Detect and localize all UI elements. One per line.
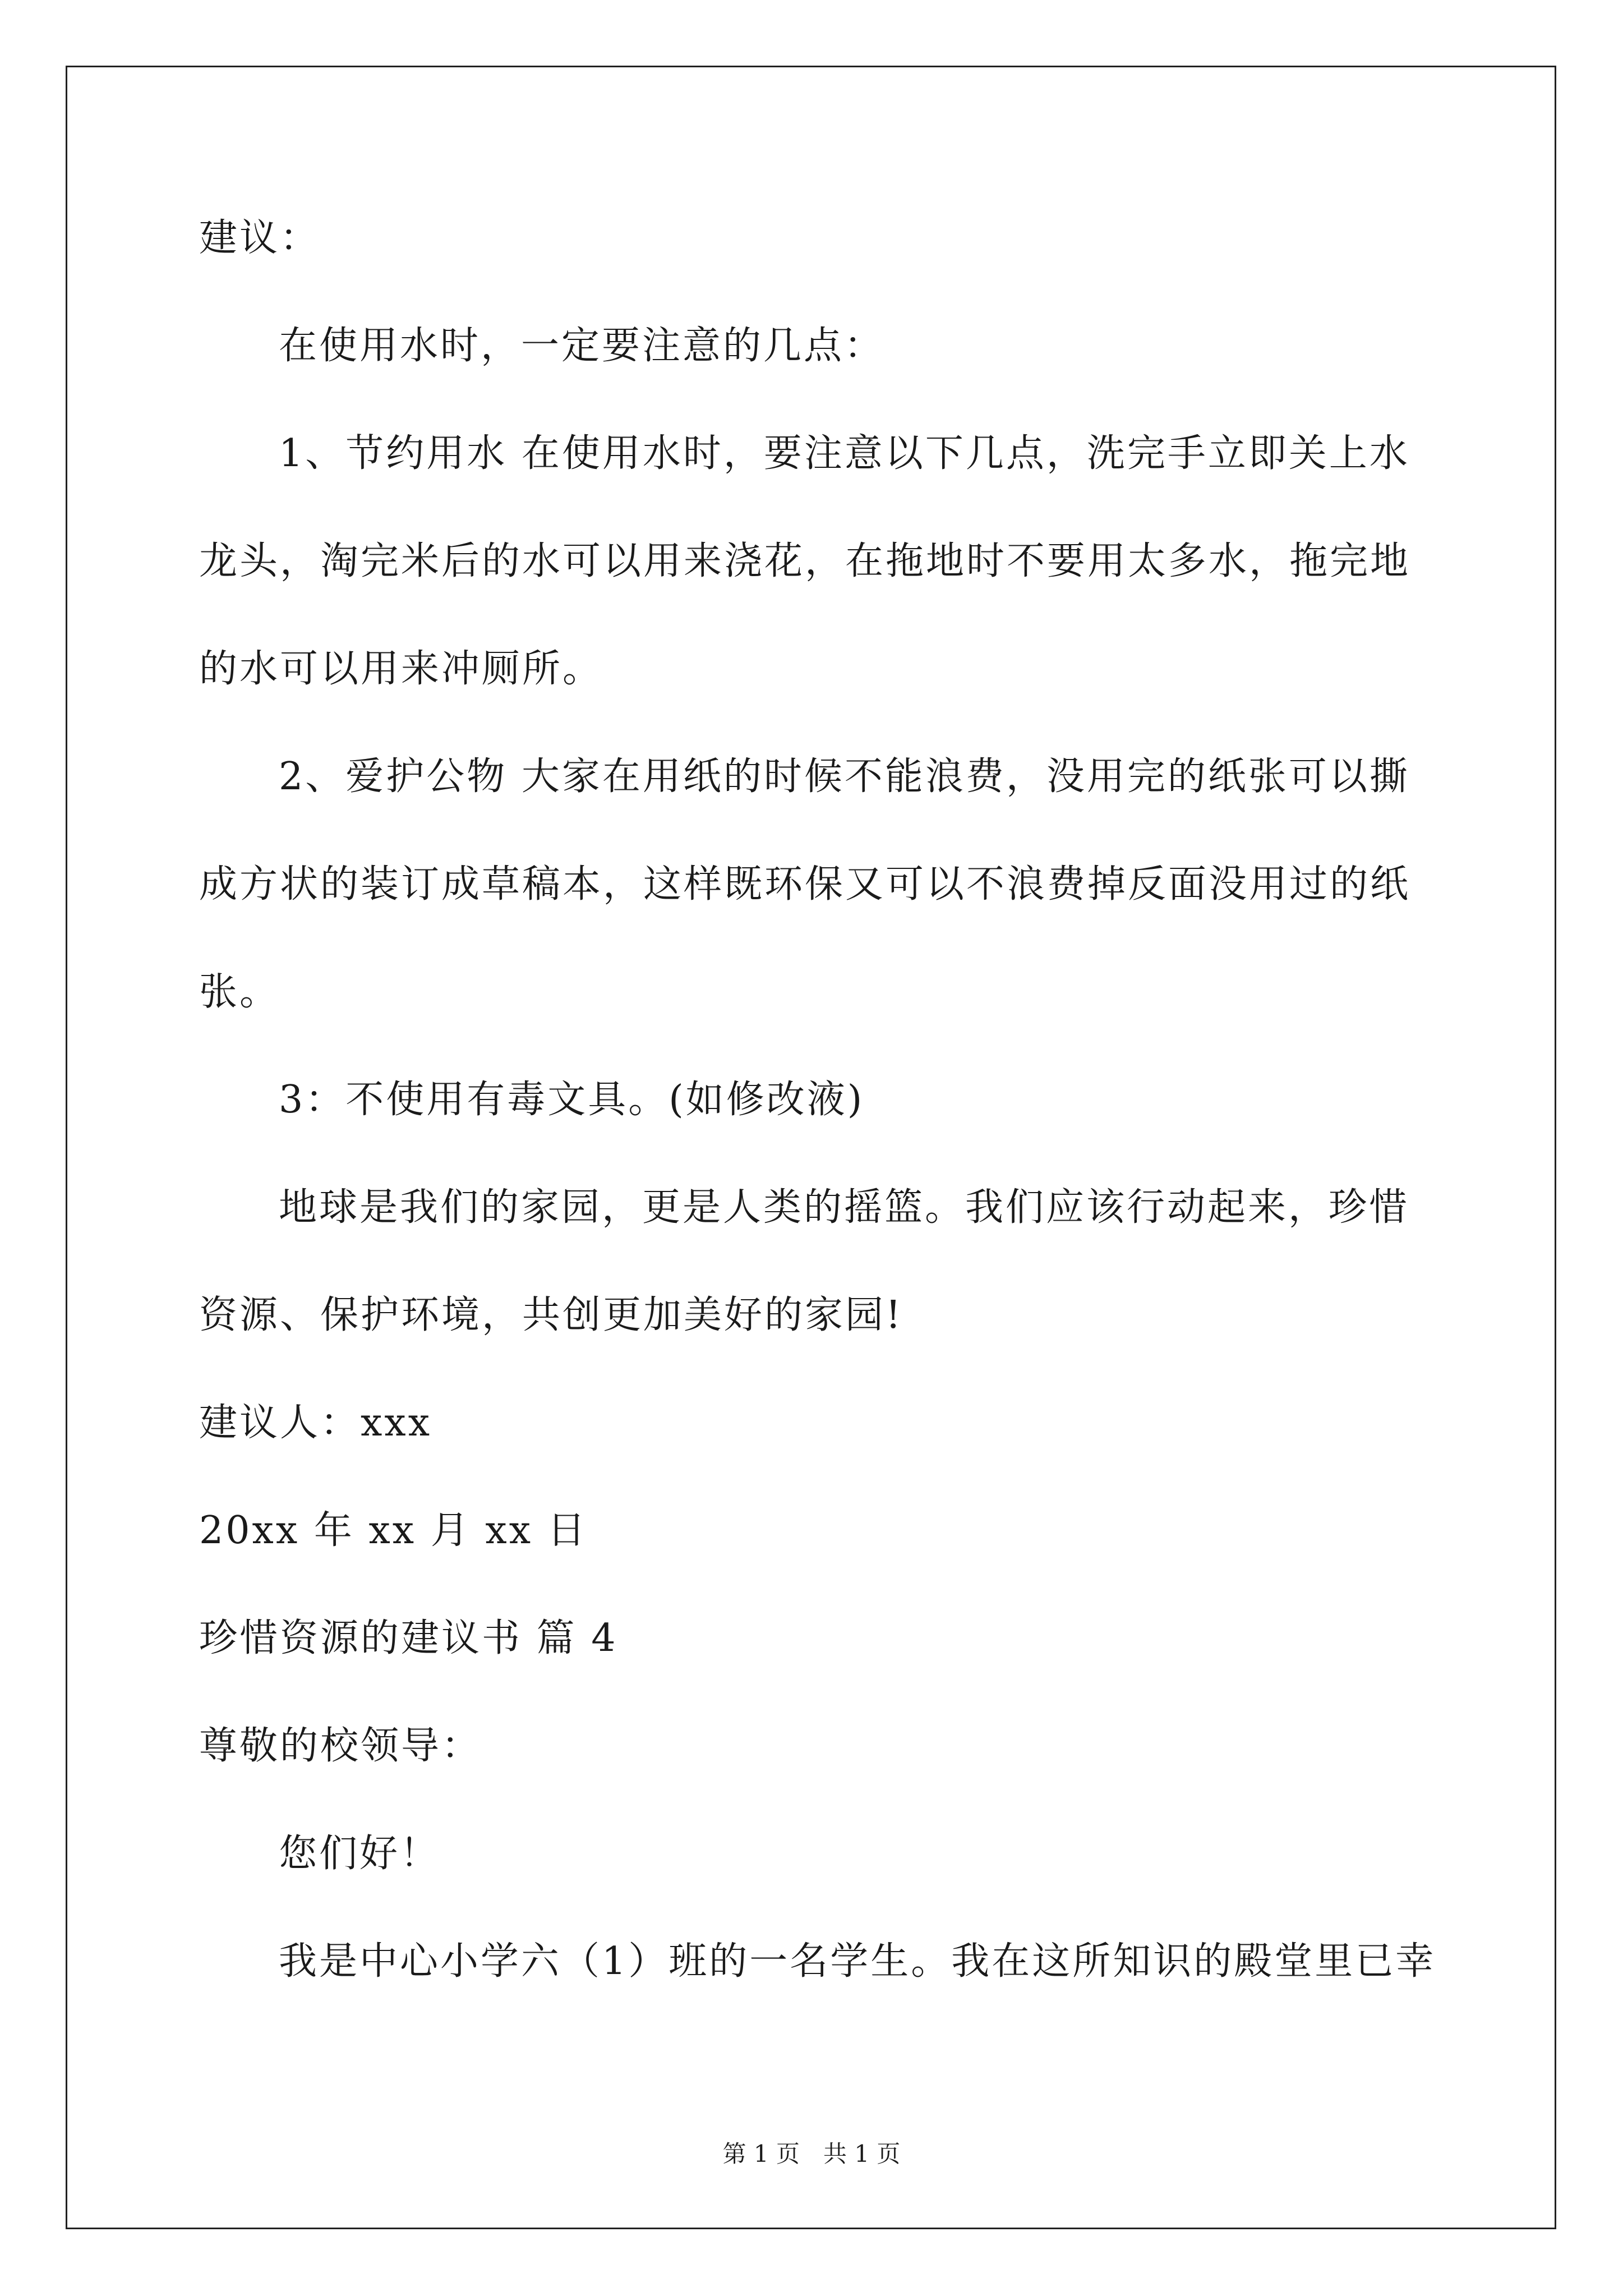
- paragraph-line: 2、爱护公物 大家在用纸的时候不能浪费，没用完的纸张可以撕: [279, 754, 1410, 799]
- paragraph-line: 我是中心小学六（1）班的一名学生。我在这所知识的殿堂里已幸: [279, 1939, 1436, 1984]
- date-line: 20xx 年 xx 月 xx 日: [199, 1508, 588, 1553]
- paragraph-line: 的水可以用来冲厕所。: [199, 647, 603, 691]
- greeting-line: 您们好！: [279, 1832, 441, 1876]
- page-border: [66, 66, 1556, 2229]
- paragraph-line: 成方状的装订成草稿本，这样既环保又可以不浪费掉反面没用过的纸: [199, 862, 1411, 907]
- paragraph-line: 1、节约用水 在使用水时，要注意以下几点，洗完手立即关上水: [279, 431, 1410, 476]
- paragraph-line: 3：不使用有毒文具。(如修改液): [279, 1078, 865, 1122]
- page-number-footer: 第 1 页 共 1 页: [722, 2140, 901, 2168]
- paragraph-line: 地球是我们的家园，更是人类的摇篮。我们应该行动起来，珍惜: [279, 1185, 1410, 1230]
- signature-line: 建议人：xxx: [199, 1401, 432, 1445]
- paragraph-line: 资源、保护环境，共创更加美好的家园!: [199, 1293, 903, 1337]
- paragraph-line: 在使用水时，一定要注意的几点：: [279, 324, 885, 368]
- paragraph-line: 张。: [199, 970, 280, 1014]
- salutation-line: 尊敬的校领导：: [199, 1724, 482, 1768]
- section-title: 珍惜资源的建议书 篇 4: [199, 1616, 618, 1660]
- salutation-heading: 建议：: [199, 216, 321, 260]
- paragraph-line: 龙头，淘完米后的水可以用来浇花，在拖地时不要用太多水，拖完地: [199, 539, 1411, 583]
